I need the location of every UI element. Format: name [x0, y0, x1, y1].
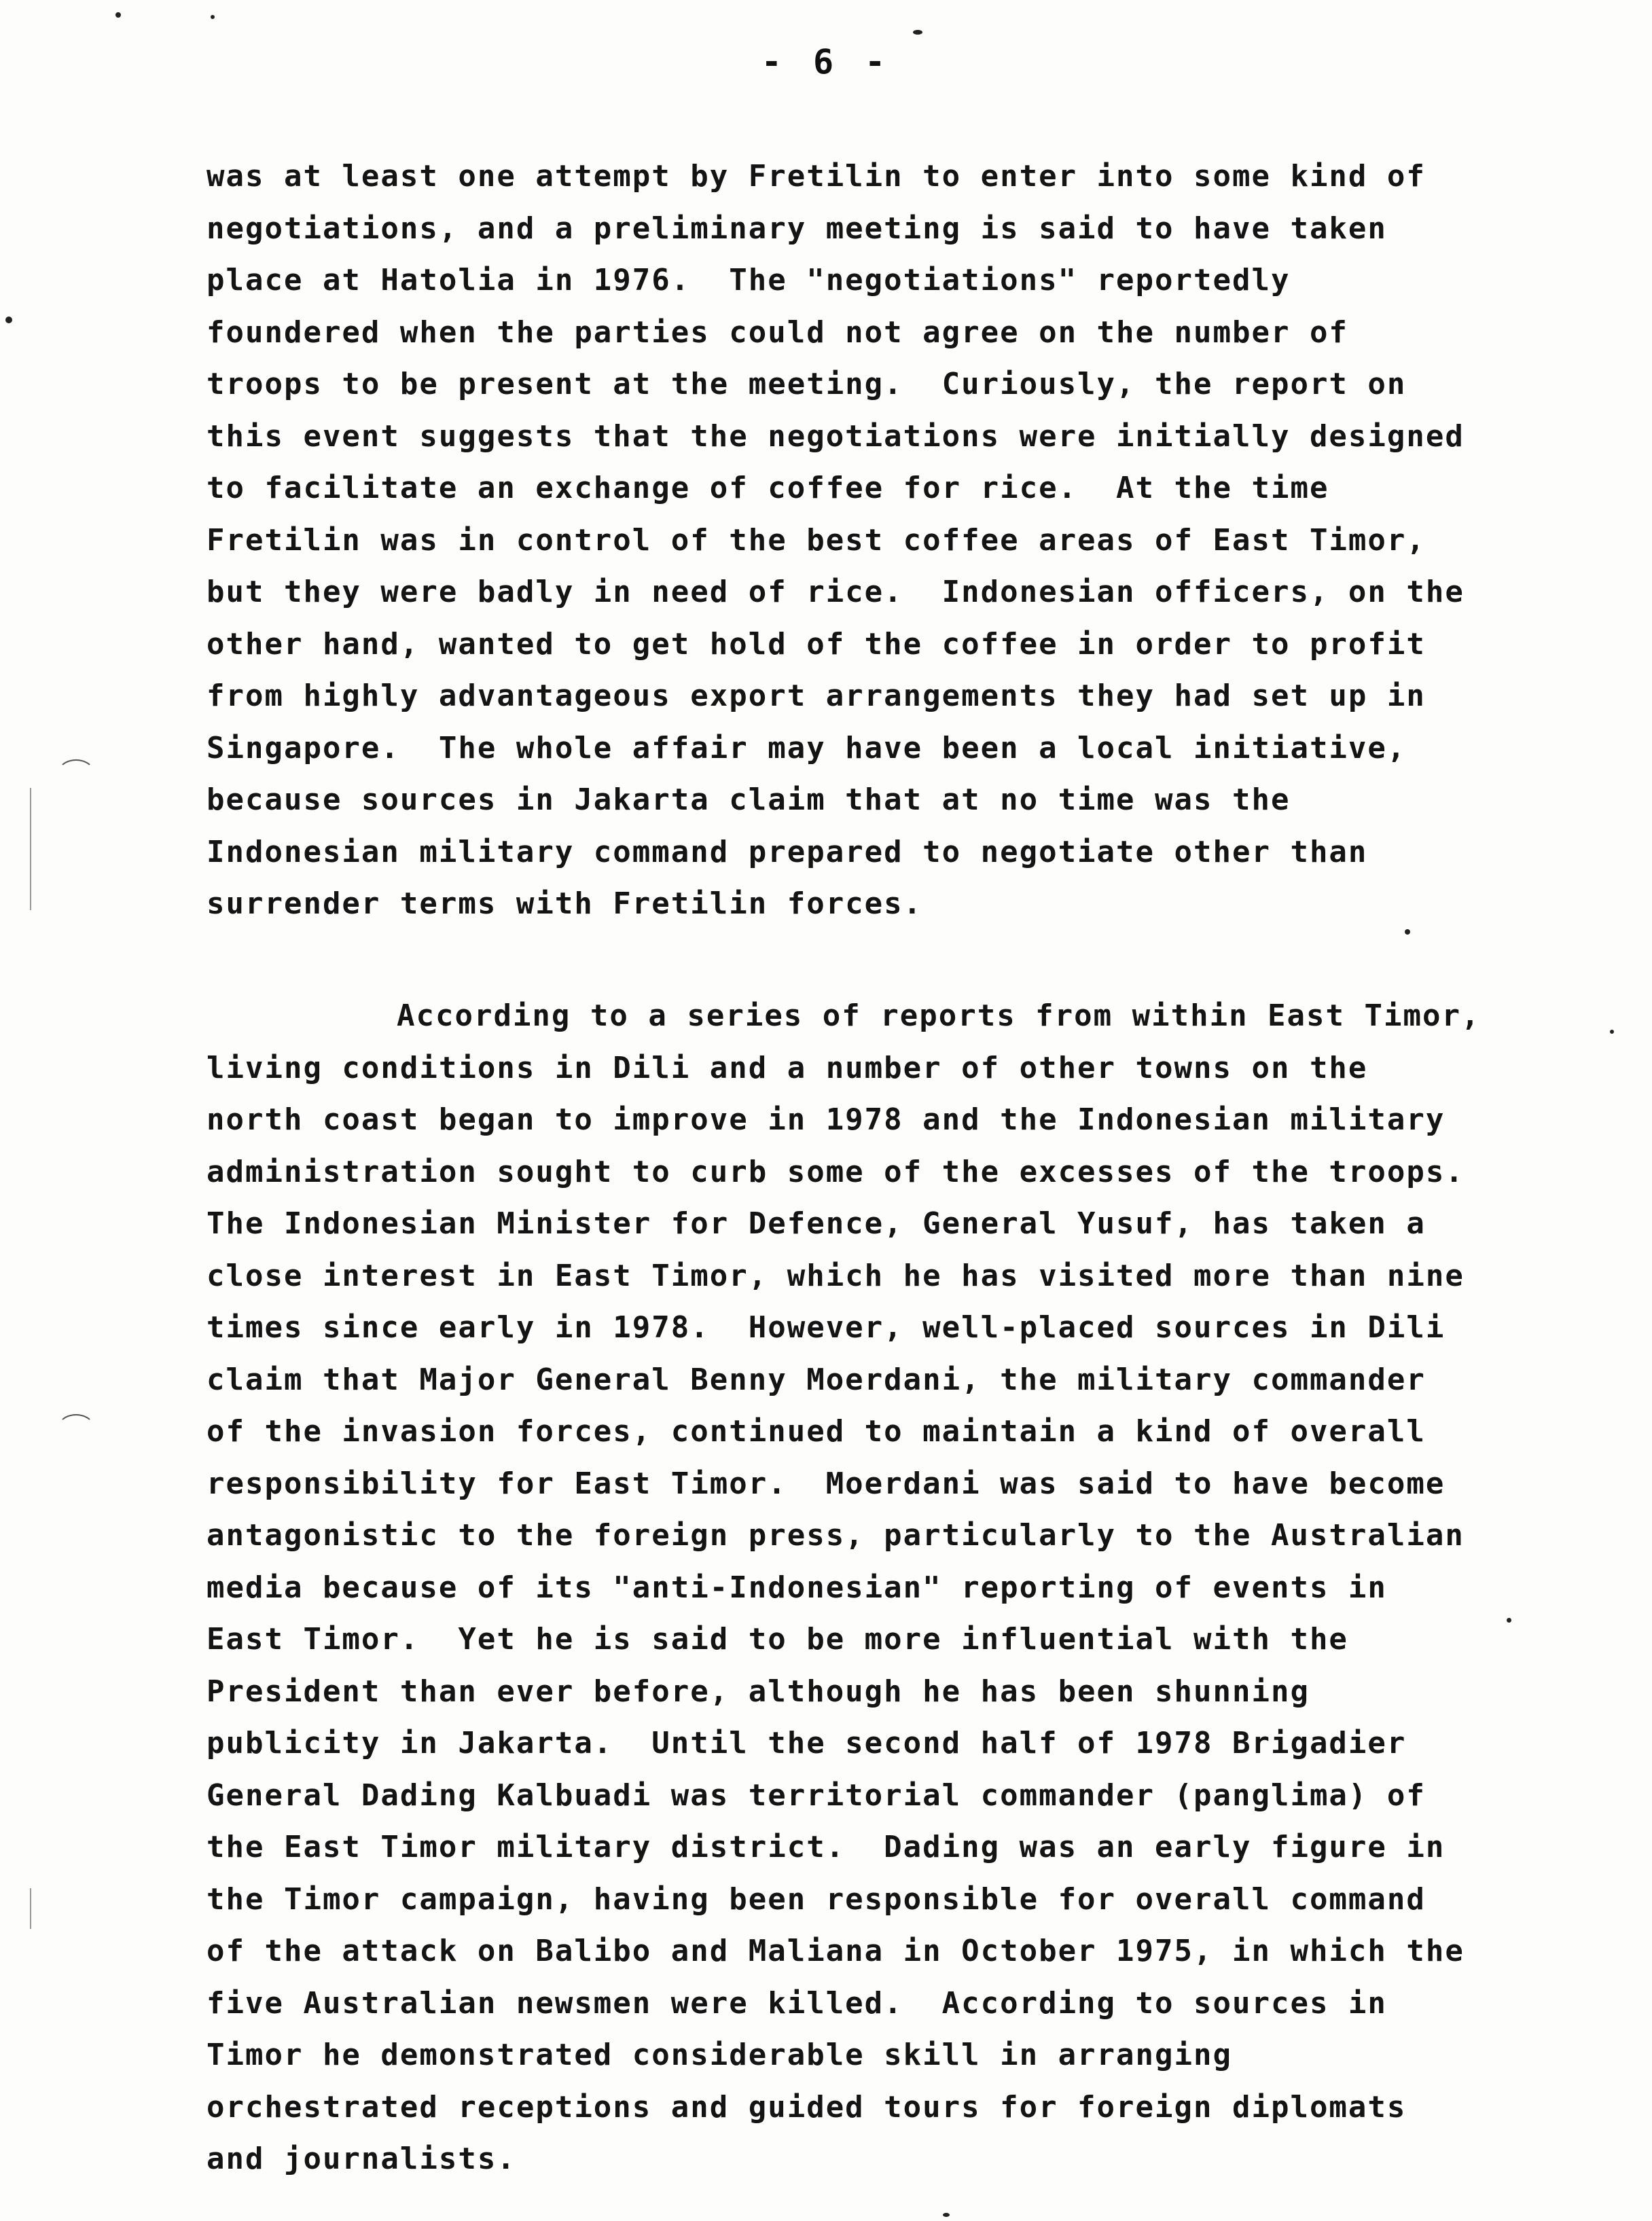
- scan-speck: [115, 12, 121, 18]
- text-line: other hand, wanted to get hold of the coffee in order to profit: [206, 626, 1426, 662]
- text-line: was at least one attempt by Fretilin to enter into some kind of: [206, 159, 1426, 194]
- scan-margin-line: [30, 788, 31, 910]
- text-line: negotiations, and a preliminary meeting is said to have taken: [206, 211, 1387, 246]
- paragraph-2: [206, 990, 1592, 2186]
- text-line: the East Timor military district. Dading was an early figure in: [206, 1830, 1446, 1864]
- scan-speck: [913, 30, 922, 35]
- text-line: five Australian newsmen were killed. According to sources in: [206, 1985, 1387, 2021]
- text-line: close interest in East Timor, which he has visited more than nine: [206, 1258, 1465, 1293]
- scan-margin-line: [30, 1888, 31, 1929]
- scan-speck: [1610, 1030, 1614, 1034]
- text-line: General Dading Kalbuadi was territorial commander (panglima) of: [206, 1777, 1426, 1813]
- paragraph-1: [206, 151, 1592, 931]
- scan-margin-mark: [57, 759, 95, 789]
- scan-speck: [211, 15, 215, 19]
- text-line: and journalists.: [206, 2142, 516, 2176]
- text-line: According to a series of reports from within East Timor,: [397, 998, 1481, 1033]
- text-line: Singapore. The whole affair may have been a local initiative,: [206, 730, 1407, 765]
- text-line: to facilitate an exchange of coffee for rice. At the time: [206, 471, 1329, 505]
- text-line: of the invasion forces, continued to maintain a kind of overall: [206, 1414, 1426, 1449]
- text-line: East Timor. Yet he is said to be more influential with the: [206, 1622, 1348, 1657]
- text-line: from highly advantageous export arrangements they had set up in: [206, 679, 1426, 713]
- text-line: claim that Major General Benny Moerdani, the military commander: [206, 1362, 1426, 1397]
- text-line: Indonesian military command prepared to negotiate other than: [206, 834, 1368, 869]
- scan-speck: [5, 317, 12, 323]
- text-line: President than ever before, although he has been shunning: [206, 1674, 1310, 1709]
- text-line: surrender terms with Fretilin forces.: [206, 886, 923, 921]
- text-line: administration sought to curb some of the excesses of the troops.: [206, 1154, 1465, 1189]
- text-line: Timor he demonstrated considerable skill in arranging: [206, 2038, 1232, 2072]
- text-line: foundered when the parties could not agree on the number of: [206, 314, 1348, 350]
- text-line: times since early in 1978. However, well-placed sources in Dili: [206, 1310, 1446, 1345]
- text-line: because sources in Jakarta claim that at no time was the: [206, 782, 1291, 817]
- text-line: this event suggests that the negotiations were initially designed: [206, 418, 1465, 454]
- text-line: but they were badly in need of rice. Indonesian officers, on the: [206, 575, 1465, 609]
- text-line: Fretilin was in control of the best coffee areas of East Timor,: [206, 522, 1426, 558]
- scan-speck: [943, 2213, 950, 2217]
- text-line: troops to be present at the meeting. Curiously, the report on: [206, 367, 1407, 401]
- text-line: north coast began to improve in 1978 and the Indonesian military: [206, 1102, 1446, 1137]
- page-number: - 6 -: [761, 42, 891, 82]
- text-line: antagonistic to the foreign press, particularly to the Australian: [206, 1518, 1465, 1553]
- text-line: place at Hatolia in 1976. The "negotiations" reportedly: [206, 263, 1291, 297]
- text-line: responsibility for East Timor. Moerdani was said to have become: [206, 1466, 1446, 1501]
- text-line: living conditions in Dili and a number of other towns on the: [206, 1050, 1368, 1085]
- text-line: publicity in Jakarta. Until the second half of 1978 Brigadier: [206, 1726, 1407, 1760]
- text-line: The Indonesian Minister for Defence, General Yusuf, has taken a: [206, 1206, 1426, 1241]
- text-line: the Timor campaign, having been responsible for overall command: [206, 1881, 1426, 1917]
- scan-speck: [1507, 1618, 1511, 1623]
- text-line: orchestrated receptions and guided tours for foreign diplomats: [206, 2089, 1407, 2125]
- scan-margin-mark: [57, 1414, 95, 1444]
- scan-speck: [1405, 929, 1410, 935]
- text-line: media because of its "anti-Indonesian" reporting of events in: [206, 1570, 1387, 1605]
- text-line: of the attack on Balibo and Maliana in October 1975, in which the: [206, 1934, 1465, 1968]
